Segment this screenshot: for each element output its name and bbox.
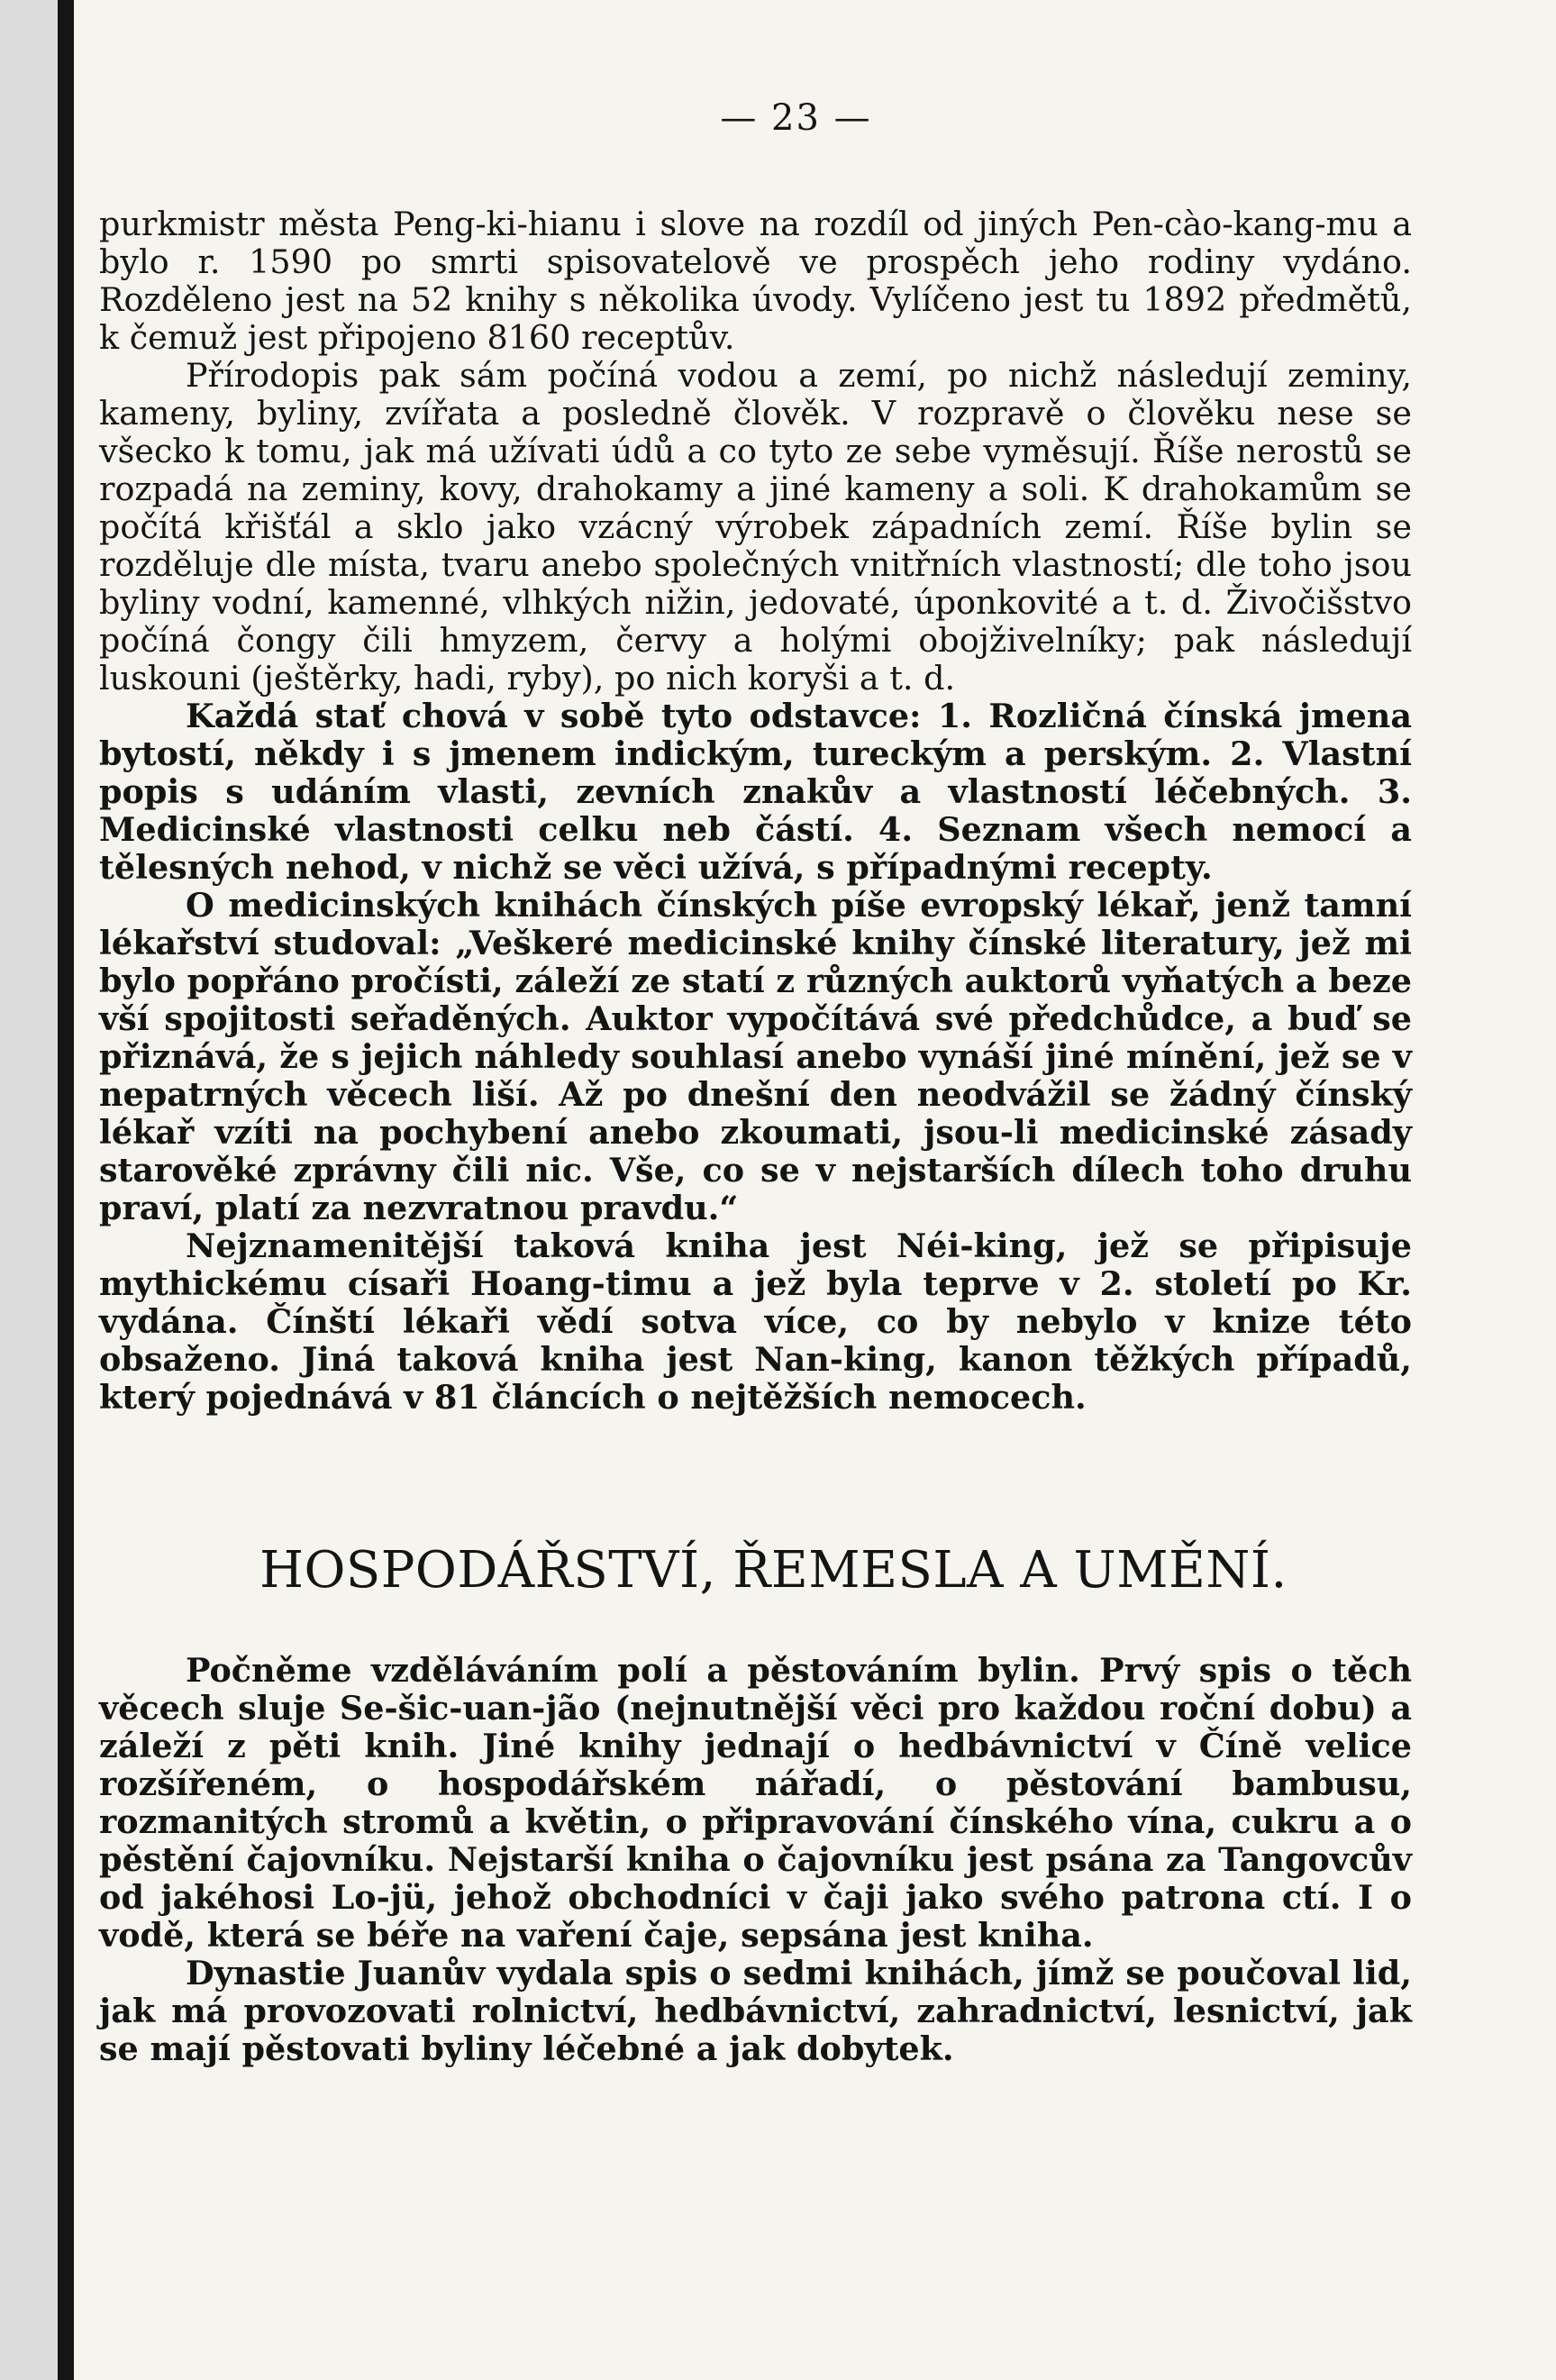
- paragraph: Počněme vzděláváním polí a pěstováním bylin. Prvý spis o těch věcech sluje Se-šic-uan-jão (nejnutnější věci pro každou roční dobu) a záleží z pěti knih. Jiné knihy jednají o hedbávnictví v Číně velice rozšířeném, o hospodářském nářadí, o pěstování bambusu, rozmanitých stromů a květin, o připravování čínského vína, cukru a o pěstění čajovníku. Nejstarší kniha o čajovníku jest psána za Tangovcův od jakéhosi Lo-jü, jehož obchodníci v čaji jako svého patrona ctí. I o vodě, která se béře na vaření čaje, sepsána jest kniha.: [99, 1651, 1412, 1955]
- paragraph: O medicinských knihách čínských píše evropský lékař, jenž tamní lékařství studoval: „Veškeré medicinské knihy čínské literatury, jež mi bylo popřáno pročísti, záleží ze statí z různých auktorů vyňatých a beze vší spojitosti seřaděných. Auktor vypočítává své předchůdce, a buď se přiznává, že s jejich náhledy souhlasí anebo vynáší jiné mínění, jež se v nepatrných věcech liší. Až po dnešní den neodvážil se žádný čínský lékař vzíti na pochybení anebo zkoumati, jsou-li medicinské zásady starověké zprávny čili nic. Vše, co se v nejstarších dílech toho druhu praví, platí za nezvratnou pravdu.“: [99, 886, 1412, 1227]
- page-number: — 23 —: [720, 97, 872, 139]
- paragraph: Dynastie Juanův vydala spis o sedmi knihách, jímž se poučoval lid, jak má provozovati rolnictví, hedbávnictví, zahradnictví, lesnictví, jak se mají pěstovati byliny léčebné a jak dobytek.: [99, 1954, 1412, 2068]
- paragraph: Nejznamenitější taková kniha jest Néi-king, jež se připisuje mythickému císaři Hoang-timu a jež byla teprve v 2. století po Kr. vydána. Čínští lékaři vědí sotva více, co by nebylo v knize této obsaženo. Jiná taková kniha jest Nan-king, kanon těžkých případů, který pojednává v 81 článcích o nejtěžších nemocech.: [99, 1226, 1412, 1417]
- paragraph: purkmistr města Peng-ki-hianu i slove na rozdíl od jiných Pen-cào-kang-mu a bylo r. 1590 po smrti spisovatelově ve prospěch jeho rodiny vydáno. Rozděleno jest na 52 knihy s několika úvody. Vylíčeno jest tu 1892 předmětů, k čemuž jest připojeno 8160 receptův.: [99, 205, 1412, 357]
- section-heading: HOSPODÁŘSTVÍ, ŘEMESLA A UMĚNÍ.: [259, 1541, 1288, 1600]
- paragraph: Každá stať chová v sobě tyto odstavce: 1. Rozličná čínská jmena bytostí, někdy i s jmenem indickým, tureckým a perským. 2. Vlastní popis s udáním vlasti, zevních znakův a vlastností léčebných. 3. Medicinské vlastnosti celku neb částí. 4. Seznam všech nemocí a tělesných nehod, v nichž se věci užívá, s případnými recepty.: [99, 697, 1412, 887]
- document-page: [74, 0, 1556, 2380]
- paragraph: Přírodopis pak sám počíná vodou a zemí, po nichž následují zeminy, kameny, byliny, zvířata a posledně člověk. V rozpravě o člověku nese se všecko k tomu, jak má užívati údů a co tyto ze sebe vyměsují. Říše nerostů se rozpadá na zeminy, kovy, drahokamy a jiné kameny a soli. K drahokamům se počítá křišťál a sklo jako vzácný výrobek západních zemí. Říše bylin se rozděluje dle místa, tvaru anebo společných vnitřních vlastností; dle toho jsou byliny vodní, kamenné, vlhkých nižin, jedovaté, úponkovité a t. d. Živočišstvo počíná čongy čili hmyzem, červy a holými obojživelníky; pak následují luskouni (ještěrky, hadi, ryby), po nich koryši a t. d.: [99, 356, 1412, 698]
- page-left-edge: [0, 0, 74, 2380]
